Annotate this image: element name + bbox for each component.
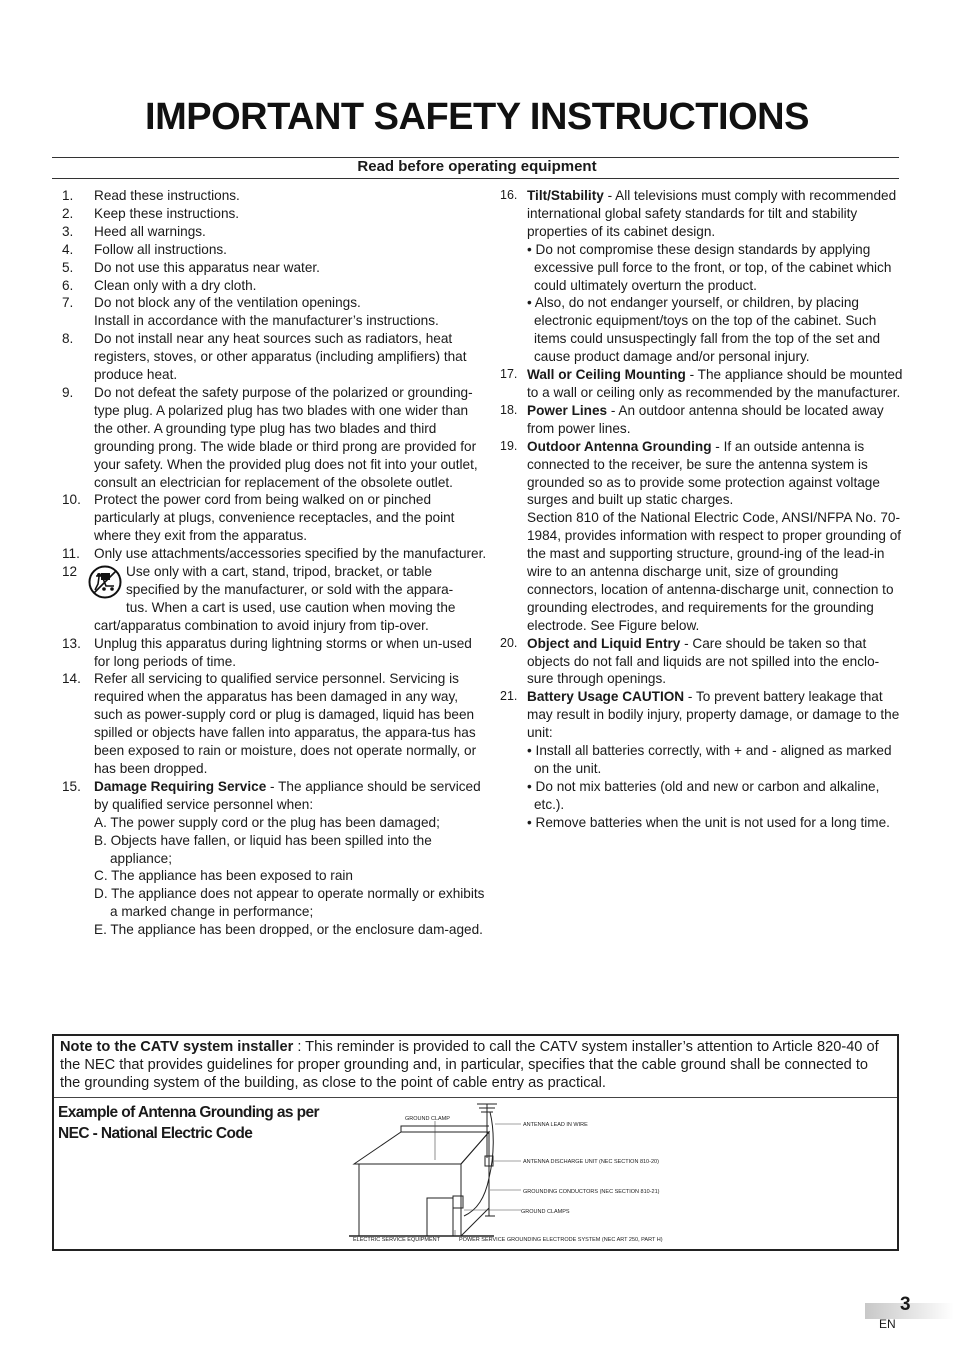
label-grounding-conductors: GROUNDING CONDUCTORS (NEC SECTION 810-21) <box>523 1189 660 1195</box>
item-text: - All televisions must comply with recommended international global safety standards for tilt and stability properties of its cabinet design. <box>527 188 897 239</box>
item-text: Clean only with a dry cloth. <box>94 277 257 293</box>
instruction-list-b <box>62 635 488 778</box>
bullet-item: • Also, do not endanger yourself, or children, by placing electronic equipment/toys on the top of the cabinet. Such items could unsuspectingly fall from the top of the set and cause product damage and/or personal injury. <box>527 295 881 365</box>
instruction-item <box>62 259 488 277</box>
item-text: Refer all servicing to qualified service personnel. Servicing is required when the apparatus has been damaged in any way, such as power-supply cord or plug is damaged, liquid has been spilled or objects have fallen into apparatus, the appara-tus has been exposed to rain or moisture, does not operate normally, or has been dropped. <box>94 671 477 776</box>
item-number: 10. <box>62 492 81 508</box>
item-body <box>527 635 904 689</box>
item-number: 21. <box>500 689 518 704</box>
instruction-item <box>62 491 488 545</box>
house-illustration <box>349 1126 494 1236</box>
item-number: 6. <box>62 277 74 293</box>
item-number: 19. <box>500 438 518 453</box>
item-paragraph <box>527 187 904 241</box>
instruction-item <box>62 205 488 223</box>
instruction-item <box>500 402 904 438</box>
catv-note-box <box>52 1034 899 1251</box>
instruction-item <box>500 366 904 402</box>
item-body <box>527 366 904 402</box>
label-power-service: POWER SERVICE GROUNDING ELECTRODE SYSTEM (NEC ART 250, PART H) <box>459 1237 663 1243</box>
item-text: - To prevent battery leakage that may result in bodily injury, property damage, or damage to the unit: <box>527 689 900 741</box>
item-text: - If an outside antenna is connected to the receiver, be sure the antenna system is grounded so as to provide some protection against voltage surges and built up static charges. Section 810 of the National Electric Code, ANSI/NFPA No. 70-1984, provides information with respect to proper grounding of the mast and supporting structure, ground-ing of the lead-in wire to an antenna discharge unit, size of grounding connectors, location of antenna-discharge unit, connection to grounding electrodes, and requirements for the grounding electrode. See Figure below. <box>527 438 902 633</box>
item-text: Keep these instructions. <box>94 205 240 221</box>
item-text: Read these instructions. <box>94 188 240 203</box>
item-label: Outdoor Antenna Grounding <box>527 438 712 454</box>
item-label: Tilt/Stability <box>527 188 604 203</box>
instruction-item <box>500 635 904 689</box>
note-label: Note to the CATV system installer <box>60 1039 294 1055</box>
antenna-illustration <box>464 1104 497 1216</box>
bullet-item: • Do not mix batteries (old and new or carbon and alkaline, etc.). <box>527 778 880 812</box>
item-number: 3. <box>62 223 74 239</box>
item-body <box>527 438 904 635</box>
item-paragraph <box>527 438 904 635</box>
instruction-item <box>62 545 488 563</box>
item-text: Do not install near any heat sources such as radiators, heat registers, stoves, or other apparatus (including amplifiers) that produce heat. <box>94 331 467 383</box>
sub-item: B. Objects have fallen, or liquid has been spilled into the appliance; <box>94 832 432 866</box>
right-column <box>500 187 904 832</box>
instruction-item <box>500 438 904 635</box>
item-number: 8. <box>62 331 74 347</box>
instruction-item <box>62 635 488 671</box>
page-title: IMPORTANT SAFETY INSTRUCTIONS <box>145 96 809 138</box>
bullet-item: • Remove batteries when the unit is not used for a long time. <box>527 814 890 830</box>
item-text: - The appliance should be mounted to a wall or ceiling only as recommended by the manufacturer. <box>527 367 903 400</box>
note-text: : This reminder is provided to call the CATV system installer’s attention to Article 820-40 of the NEC that provides guidelines for proper grounding and, in particular, specifies that the cable ground shall be connected to the grounding system of the building, as close to the point of cable entry as practical. <box>60 1039 879 1091</box>
item-label: Damage Requiring Service <box>94 778 267 794</box>
sub-list <box>94 814 488 939</box>
instruction-item <box>62 241 488 259</box>
label-discharge-unit: ANTENNA DISCHARGE UNIT (NEC SECTION 810-20) <box>523 1159 659 1165</box>
item-text: Only use attachments/accessories specified by the manufacturer. <box>94 546 487 562</box>
antenna-grounding-diagram <box>349 1098 689 1248</box>
item-number: 9. <box>62 384 74 400</box>
item-text: - An outdoor antenna should be located away from power lines. <box>527 402 884 436</box>
sub-item: C. The appliance has been exposed to rain <box>94 868 353 884</box>
item-number: 11. <box>62 546 80 562</box>
item-number: 14. <box>62 671 81 687</box>
instruction-item <box>500 688 904 831</box>
bullet-item: • Do not compromise these design standards by applying excessive pull force to the front, or top, of the cabinet which could ultimately overturn the product. <box>527 241 892 293</box>
item-body <box>527 187 904 366</box>
item-label: Object and Liquid Entry <box>527 635 681 651</box>
language-code: EN <box>879 1317 896 1331</box>
catv-note <box>60 1038 890 1092</box>
label-electric-service: ELECTRIC SERVICE EQUIPMENT <box>353 1237 440 1243</box>
item-line: Use only with a cart, stand, tripod, bracket, or table <box>126 564 433 580</box>
item-body <box>527 402 904 438</box>
item-text: Do not defeat the safety purpose of the polarized or grounding-type plug. A polarized plug has two blades with one wider than the other. A grounding type plug has two blades and third grounding prong. The wide blade or third prong are provided for your safety. When the provided plug does not fit into your outlet, consult an electrician for replacement of the obsolete outlet. <box>94 384 478 490</box>
bullet-item: • Install all batteries correctly, with + and - aligned as marked on the unit. <box>527 743 892 776</box>
item-paragraph <box>527 366 904 402</box>
item-number: 18. <box>500 402 518 417</box>
label-ground-clamps: GROUND CLAMPS <box>521 1209 570 1215</box>
item-text: Heed all warnings. <box>94 223 206 239</box>
cart-warning-icon <box>88 565 122 599</box>
item-paragraph <box>527 635 904 689</box>
item-label: Battery Usage CAUTION <box>527 689 685 705</box>
example-title: Example of Antenna Grounding as per NEC - National Electric Code <box>58 1104 319 1142</box>
item-number: 20. <box>500 635 518 650</box>
item-number: 15. <box>62 778 81 794</box>
item-number: 2. <box>62 205 74 221</box>
item-line: cart/apparatus combination to avoid injury from tip-over. <box>94 617 429 633</box>
item-paragraph <box>527 688 904 742</box>
item-number: 17. <box>500 367 518 382</box>
item-line: specified by the manufacturer, or sold with the appara- <box>126 581 454 597</box>
item-text: Follow all instructions. <box>94 241 227 257</box>
item-label: Power Lines <box>527 402 608 418</box>
left-column <box>62 187 488 939</box>
label-ground-clamp: GROUND CLAMP <box>405 1116 450 1122</box>
instruction-item <box>62 330 488 384</box>
sub-item: E. The appliance has been dropped, or the enclosure dam-aged. <box>94 922 483 938</box>
item-body <box>527 688 904 831</box>
instruction-item <box>62 223 488 241</box>
page-subtitle: Read before operating equipment <box>357 158 597 175</box>
item-number: 5. <box>62 259 74 275</box>
item-paragraph <box>527 402 904 438</box>
item-number: 7. <box>62 295 74 311</box>
item-number: 1. <box>62 188 74 203</box>
item-number: 16. <box>500 188 518 202</box>
instruction-item <box>62 384 488 491</box>
instruction-list-a <box>62 187 488 563</box>
item-text: Do not block any of the ventilation openings. Install in accordance with the manufacturer’s instructions. <box>94 295 439 329</box>
item-text: - Care should be taken so that objects do not fall and liquids are not spilled into the enclo-sure through openings. <box>527 635 880 687</box>
item-line: tus. When a cart is used, use caution when moving the <box>126 599 456 615</box>
instruction-item-15 <box>62 778 488 939</box>
sub-item: A. The power supply cord or the plug has been damaged; <box>94 814 440 830</box>
item-number: 12 <box>62 564 78 580</box>
item-text: Do not use this apparatus near water. <box>94 259 320 275</box>
page-number: 3 <box>900 1294 911 1315</box>
item-text: Unplug this apparatus during lightning storms or when un-used for long periods of time. <box>94 635 472 669</box>
sub-item: D. The appliance does not appear to operate normally or exhibits a marked change in performance; <box>94 886 485 920</box>
instruction-item <box>62 187 488 205</box>
instruction-item <box>62 294 488 330</box>
item-text: Protect the power cord from being walked on or pinched particularly at plugs, convenience receptacles, and the point where they exit from the apparatus. <box>94 492 455 544</box>
instruction-item <box>62 670 488 777</box>
instruction-item <box>62 277 488 295</box>
item-number: 4. <box>62 241 74 257</box>
item-text: - The appliance should be serviced by qualified service personnel when: <box>94 778 481 812</box>
item-label: Wall or Ceiling Mounting <box>527 367 686 383</box>
instruction-item <box>500 187 904 366</box>
instruction-item-12 <box>62 563 488 635</box>
item-number: 13. <box>62 635 81 651</box>
label-lead-in-wire: ANTENNA LEAD IN WIRE <box>523 1122 588 1128</box>
